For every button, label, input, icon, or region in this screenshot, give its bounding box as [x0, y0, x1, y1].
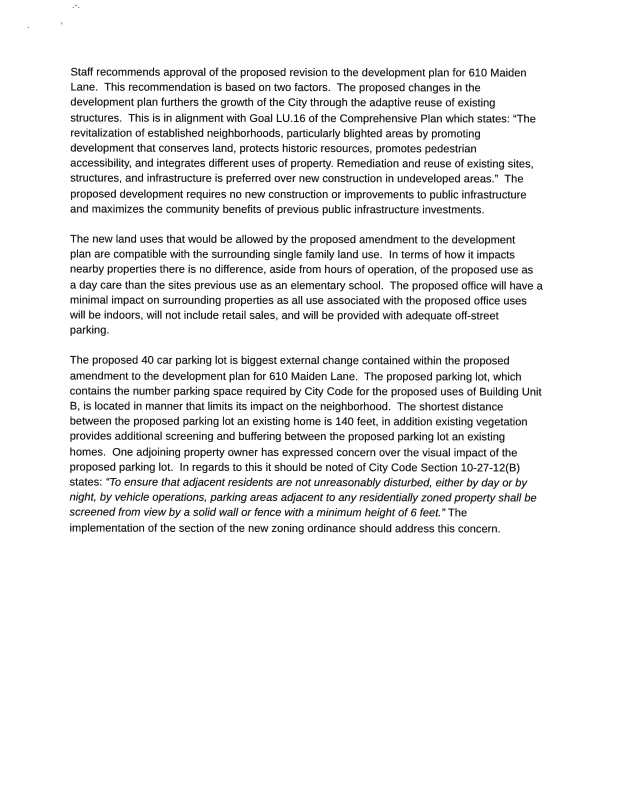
text-line [70, 415, 562, 431]
body-text: and maximizes the community benefits of previous public infrastructure investments. [70, 203, 485, 217]
body-text: amendment to the development plan for 610 Maiden Lane. The proposed parking lot, which [69, 370, 522, 384]
document-body [70, 65, 563, 537]
quoted-italic-text: screened from view by a solid wall or fence with a minimum height of 6 feet.” [69, 506, 446, 520]
body-text: development that conserves land, protects historic resources, promotes pedestrian [70, 142, 477, 156]
text-line [70, 65, 562, 81]
body-text: plan are compatible with the surrounding single family land use. In terms of how it impacts [70, 248, 515, 262]
text-line [70, 187, 562, 203]
paragraph-2 [70, 233, 562, 340]
text-line [70, 506, 562, 522]
text-line [70, 491, 562, 507]
text-line [70, 430, 562, 446]
body-text: Staff recommends approval of the proposed revision to the development plan for 610 Maiden [70, 66, 527, 80]
text-line [70, 248, 562, 264]
text-line [70, 324, 562, 340]
text-line [70, 157, 562, 173]
body-text: will be indoors, will not include retail sales, and will be provided with adequate off-street [69, 309, 499, 323]
body-text: contains the number parking space required by City Code for the proposed uses of Building Unit [69, 385, 542, 399]
text-line [70, 521, 562, 537]
text-line [70, 111, 562, 127]
body-text: The [445, 507, 468, 520]
body-text: parking. [69, 324, 110, 337]
text-line [70, 81, 562, 97]
text-line [70, 476, 562, 492]
body-text: revitalization of established neighborhoods, particularly blighted areas by promoting [70, 127, 481, 141]
body-text: provides additional screening and buffering between the proposed parking lot an existing [69, 430, 506, 444]
body-text: accessibility, and integrates different uses of property. Remediation and reuse of existing sites, [70, 157, 534, 171]
scan-artifact: .-. [72, 0, 80, 10]
text-line [70, 172, 562, 188]
text-line [70, 369, 562, 385]
text-line [70, 202, 562, 218]
body-text: states: [69, 476, 106, 489]
body-text: development plan furthers the growth of the City through the adaptive reuse of existing [70, 96, 496, 110]
text-line [70, 96, 562, 112]
text-line [70, 460, 562, 476]
text-line [70, 293, 562, 309]
body-text: proposed development requires no new construction or improvements to public infrastructure [70, 188, 527, 202]
body-text: structures. This is in alignment with Goal LU.16 of the Comprehensive Plan which states: “The [70, 112, 536, 126]
body-text: B, is located in manner that limits its impact on the neighborhood. The shortest distance [69, 400, 504, 414]
text-line [70, 278, 562, 294]
quoted-italic-text: night, by vehicle operations, parking areas adjacent to any residentially zoned property shall be [69, 491, 537, 505]
body-text: minimal impact on surrounding properties as all use associated with the proposed office uses [69, 294, 527, 308]
paragraph-3 [70, 354, 562, 537]
text-line [70, 354, 562, 370]
body-text: The new land uses that would be allowed by the proposed amendment to the development [70, 233, 516, 247]
text-line [70, 126, 562, 142]
text-line [70, 142, 562, 158]
scan-artifact: ' [61, 21, 63, 31]
quoted-italic-text: “To ensure that adjacent residents are not unreasonably disturbed, either by day or by [105, 476, 528, 490]
body-text: Lane. This recommendation is based on two factors. The proposed changes in the [70, 81, 481, 95]
body-text: The proposed 40 car parking lot is biggest external change contained within the proposed [69, 354, 510, 368]
body-text: homes. One adjoining property owner has expressed concern over the visual impact of the [69, 446, 518, 460]
text-line [70, 400, 562, 416]
scan-artifact: . [27, 20, 30, 30]
body-text: nearby properties there is no difference, aside from hours of operation, of the proposed use as [70, 263, 534, 277]
text-line [70, 263, 562, 279]
body-text: a day care than the sites previous use as an elementary school. The proposed office will have a [70, 279, 543, 293]
text-line [70, 309, 562, 325]
body-text: structures, and infrastructure is preferred over new construction in undeveloped areas.” The [70, 172, 524, 186]
paragraph-1 [70, 65, 562, 218]
text-line [70, 233, 562, 249]
body-text: proposed parking lot. In regards to this it should be noted of City Code Section 10-27-12(B) [69, 461, 521, 475]
body-text: between the proposed parking lot an existing home is 140 feet, in addition existing vegetation [69, 415, 528, 429]
text-line [70, 445, 562, 461]
body-text: implementation of the section of the new zoning ordinance should address this concern. [69, 522, 501, 536]
text-line [70, 384, 562, 400]
